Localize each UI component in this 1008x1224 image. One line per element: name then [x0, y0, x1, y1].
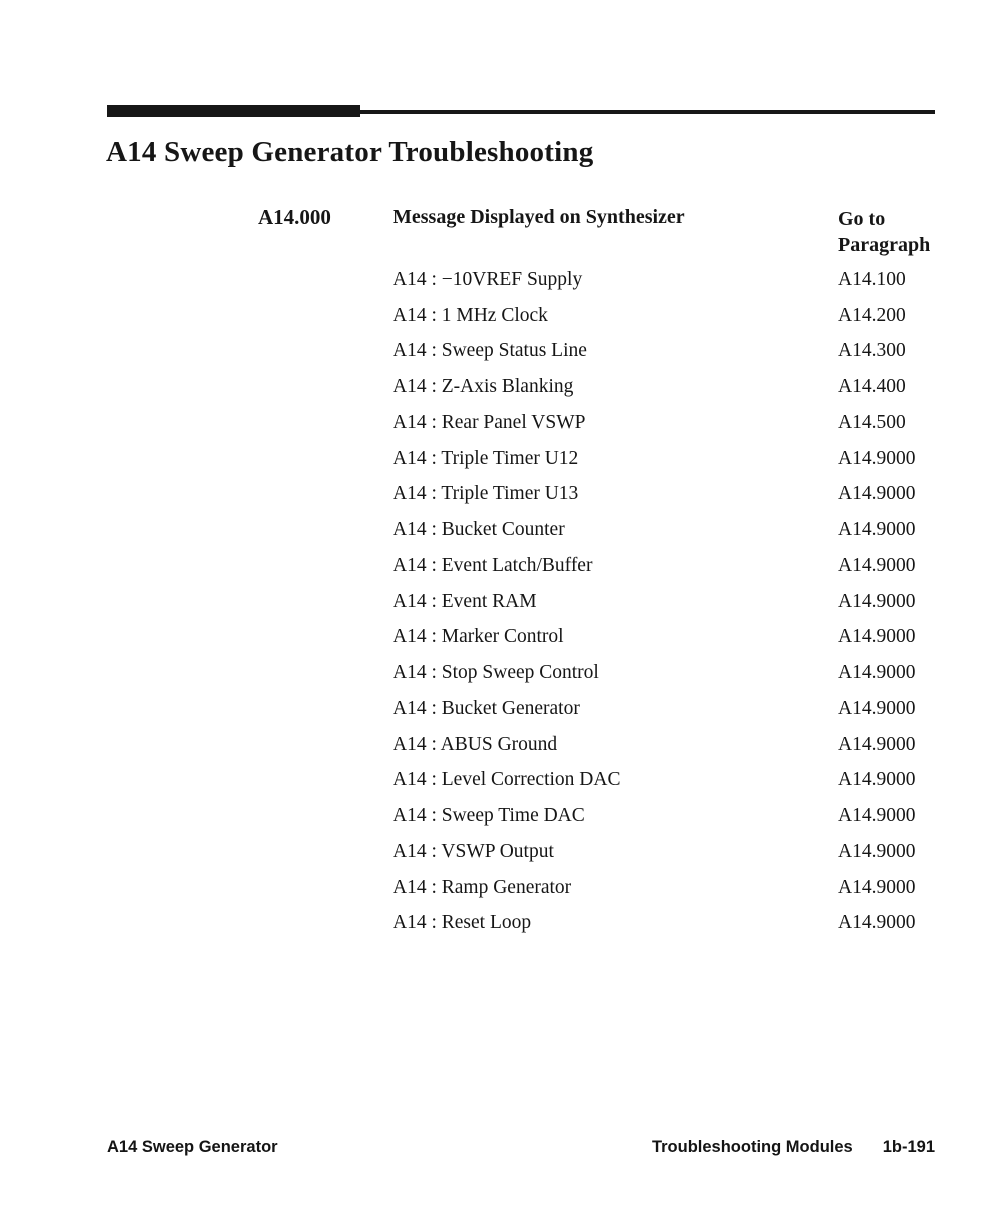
column-header-goto-line1: Go to	[838, 208, 886, 230]
message-cell: A14 : Event Latch/Buffer	[393, 554, 593, 576]
paragraph-cell: A14.9000	[838, 876, 916, 898]
table-row	[393, 691, 915, 727]
table-row	[393, 798, 915, 834]
message-cell: A14 : Rear Panel VSWP	[393, 411, 586, 433]
footer-right	[652, 1138, 935, 1157]
table-row	[393, 334, 915, 370]
table-row	[393, 584, 915, 620]
message-cell: A14 : Bucket Counter	[393, 519, 565, 541]
message-cell: A14 : Stop Sweep Control	[393, 662, 599, 684]
footer-left: A14 Sweep Generator	[107, 1138, 278, 1156]
table-row	[393, 548, 915, 584]
paragraph-cell: A14.9000	[838, 733, 916, 755]
message-cell: A14 : Triple Timer U12	[393, 447, 579, 469]
paragraph-cell: A14.9000	[838, 590, 916, 612]
message-cell: A14 : Sweep Time DAC	[393, 805, 585, 827]
table-row	[393, 405, 915, 441]
message-cell: A14 : Marker Control	[393, 626, 564, 648]
table-row	[393, 870, 915, 906]
footer-page-number: 1b-191	[882, 1138, 935, 1156]
message-cell: A14 : Bucket Generator	[393, 697, 580, 719]
table-row	[393, 298, 915, 334]
paragraph-cell: A14.400	[838, 376, 906, 398]
table-row	[393, 834, 915, 870]
message-cell: A14 : 1 MHz Clock	[393, 304, 548, 326]
paragraph-cell: A14.9000	[838, 554, 916, 576]
table-row	[393, 512, 915, 548]
message-cell: A14 : VSWP Output	[393, 840, 554, 862]
table-body	[393, 262, 915, 941]
table-row	[393, 655, 915, 691]
message-cell: A14 : ABUS Ground	[393, 733, 558, 755]
message-cell: A14 : Z-Axis Blanking	[393, 376, 574, 398]
page-footer	[107, 1138, 935, 1157]
message-cell: A14 : Level Correction DAC	[393, 769, 621, 791]
table-row	[393, 727, 915, 763]
message-cell: A14 : −10VREF Supply	[393, 268, 583, 290]
message-cell: A14 : Event RAM	[393, 590, 537, 612]
paragraph-cell: A14.9000	[838, 662, 916, 684]
table-row	[393, 763, 915, 799]
table-row	[393, 441, 915, 477]
paragraph-cell: A14.200	[838, 304, 906, 326]
column-header-message: Message Displayed on Synthesizer	[393, 206, 685, 228]
paragraph-cell: A14.9000	[838, 805, 916, 827]
column-header-goto-line2: Paragraph	[838, 234, 931, 256]
paragraph-cell: A14.500	[838, 411, 906, 433]
paragraph-cell: A14.100	[838, 268, 906, 290]
table-row	[393, 620, 915, 656]
paragraph-cell: A14.9000	[838, 840, 916, 862]
paragraph-cell: A14.9000	[838, 626, 916, 648]
page-title: A14 Sweep Generator Troubleshooting	[106, 136, 594, 168]
paragraph-cell: A14.9000	[838, 519, 916, 541]
paragraph-cell: A14.9000	[838, 447, 916, 469]
table-row	[393, 262, 915, 298]
paragraph-cell: A14.9000	[838, 483, 916, 505]
table-row	[393, 369, 915, 405]
paragraph-cell: A14.9000	[838, 912, 916, 934]
column-header-goto	[838, 206, 930, 258]
table-row	[393, 906, 915, 942]
footer-section-label: Troubleshooting Modules	[651, 1138, 853, 1156]
paragraph-cell: A14.9000	[838, 769, 916, 791]
paragraph-cell: A14.9000	[838, 697, 916, 719]
header-rule-thick	[107, 105, 360, 117]
table-row	[393, 477, 915, 513]
message-cell: A14 : Sweep Status Line	[393, 340, 587, 362]
message-cell: A14 : Ramp Generator	[393, 876, 572, 898]
message-cell: A14 : Reset Loop	[393, 912, 532, 934]
section-number: A14.000	[258, 205, 331, 229]
paragraph-cell: A14.300	[838, 340, 906, 362]
message-cell: A14 : Triple Timer U13	[393, 483, 579, 505]
